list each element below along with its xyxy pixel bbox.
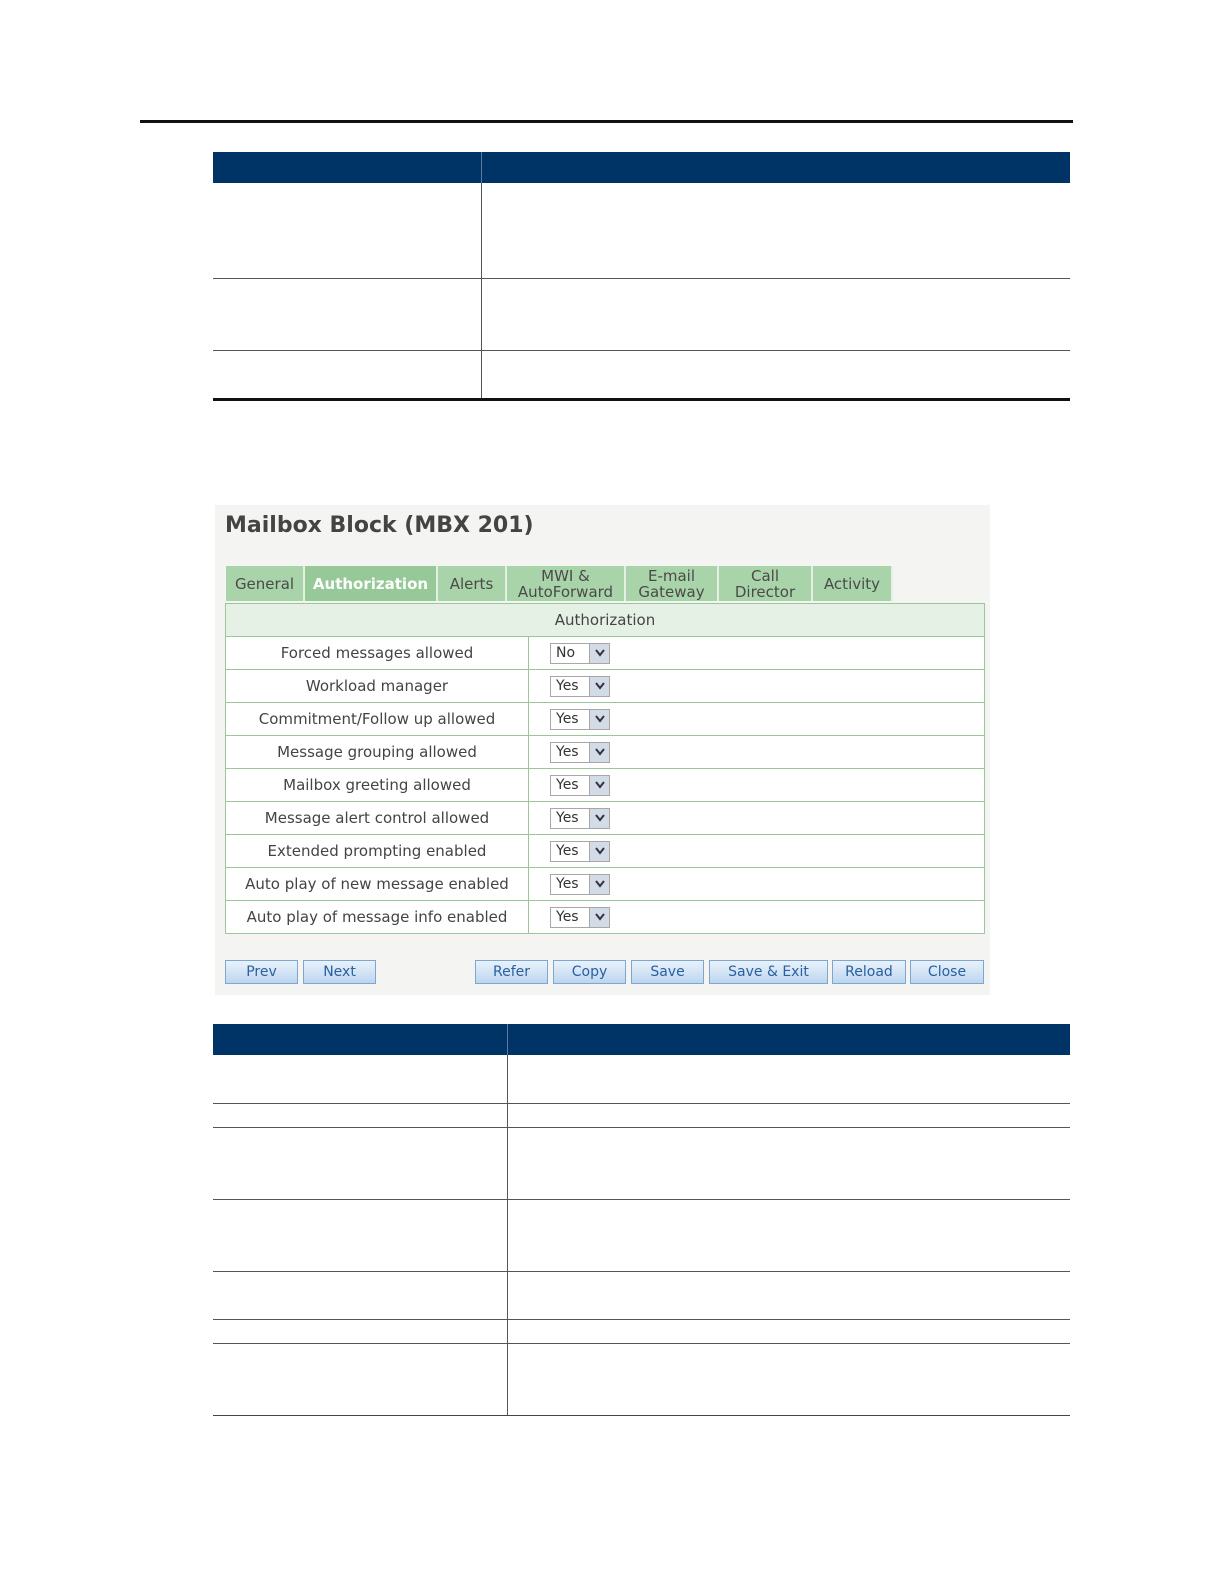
doc-table-row [213, 1200, 1070, 1272]
setting-label: Workload manager [226, 670, 529, 702]
message-grouping-select[interactable]: Yes [550, 742, 610, 763]
save-button[interactable]: Save [631, 960, 704, 984]
refer-button[interactable]: Refer [475, 960, 548, 984]
prev-button[interactable]: Prev [225, 960, 298, 984]
table-row [226, 868, 984, 901]
doc-table-header [213, 152, 1070, 183]
authorization-header: Authorization [226, 604, 984, 637]
doc-table-row [213, 1320, 1070, 1344]
doc-table-row [213, 1272, 1070, 1320]
setting-label: Forced messages allowed [226, 637, 529, 669]
next-button[interactable]: Next [303, 960, 376, 984]
tab-alerts[interactable]: Alerts [438, 566, 507, 601]
chevron-down-icon[interactable] [589, 677, 609, 696]
setting-label: Auto play of new message enabled [226, 868, 529, 900]
forced-messages-select[interactable]: No [550, 643, 610, 664]
table-row [226, 703, 984, 736]
tab-call-director[interactable]: Call Director [719, 566, 813, 601]
doc-table-row [213, 1128, 1070, 1200]
table-row [226, 835, 984, 868]
setting-label: Message grouping allowed [226, 736, 529, 768]
tab-general[interactable]: General [226, 566, 305, 601]
tab-bar [226, 566, 893, 601]
chevron-down-icon[interactable] [589, 842, 609, 861]
setting-label: Commitment/Follow up allowed [226, 703, 529, 735]
mailbox-greeting-select[interactable]: Yes [550, 775, 610, 796]
tab-activity[interactable]: Activity [813, 566, 893, 601]
doc-table-header [213, 1024, 1070, 1055]
auto-play-info-select[interactable]: Yes [550, 907, 610, 928]
doc-table-row [213, 1055, 1070, 1104]
table-row [226, 802, 984, 835]
doc-table-row [213, 1104, 1070, 1128]
doc-table-row [213, 351, 1070, 401]
tab-authorization[interactable]: Authorization [305, 566, 438, 601]
auto-play-new-select[interactable]: Yes [550, 874, 610, 895]
doc-table-row [213, 183, 1070, 279]
window-title: Mailbox Block (MBX 201) [225, 513, 534, 538]
chevron-down-icon[interactable] [589, 644, 609, 663]
doc-table-row [213, 279, 1070, 351]
page-top-rule [140, 120, 1073, 123]
doc-table-top [213, 152, 1070, 401]
setting-label: Message alert control allowed [226, 802, 529, 834]
commitment-select[interactable]: Yes [550, 709, 610, 730]
table-row [226, 736, 984, 769]
setting-label: Mailbox greeting allowed [226, 769, 529, 801]
chevron-down-icon[interactable] [589, 776, 609, 795]
setting-label: Auto play of message info enabled [226, 901, 529, 933]
message-alert-control-select[interactable]: Yes [550, 808, 610, 829]
chevron-down-icon[interactable] [589, 809, 609, 828]
reload-button[interactable]: Reload [832, 960, 906, 984]
table-row [226, 769, 984, 802]
chevron-down-icon[interactable] [589, 710, 609, 729]
doc-table-bottom [213, 1024, 1070, 1416]
close-button[interactable]: Close [910, 960, 984, 984]
table-row [226, 901, 984, 933]
chevron-down-icon[interactable] [589, 743, 609, 762]
workload-manager-select[interactable]: Yes [550, 676, 610, 697]
setting-label: Extended prompting enabled [226, 835, 529, 867]
mailbox-block-window [215, 505, 990, 995]
tab-email-gateway[interactable]: E-mail Gateway [626, 566, 719, 601]
doc-table-row [213, 1344, 1070, 1416]
extended-prompting-select[interactable]: Yes [550, 841, 610, 862]
table-row [226, 670, 984, 703]
copy-button[interactable]: Copy [553, 960, 626, 984]
tab-mwi-autoforward[interactable]: MWI & AutoForward [507, 566, 626, 601]
table-row [226, 637, 984, 670]
save-exit-button[interactable]: Save & Exit [709, 960, 828, 984]
authorization-table [225, 603, 985, 934]
chevron-down-icon[interactable] [589, 908, 609, 927]
chevron-down-icon[interactable] [589, 875, 609, 894]
